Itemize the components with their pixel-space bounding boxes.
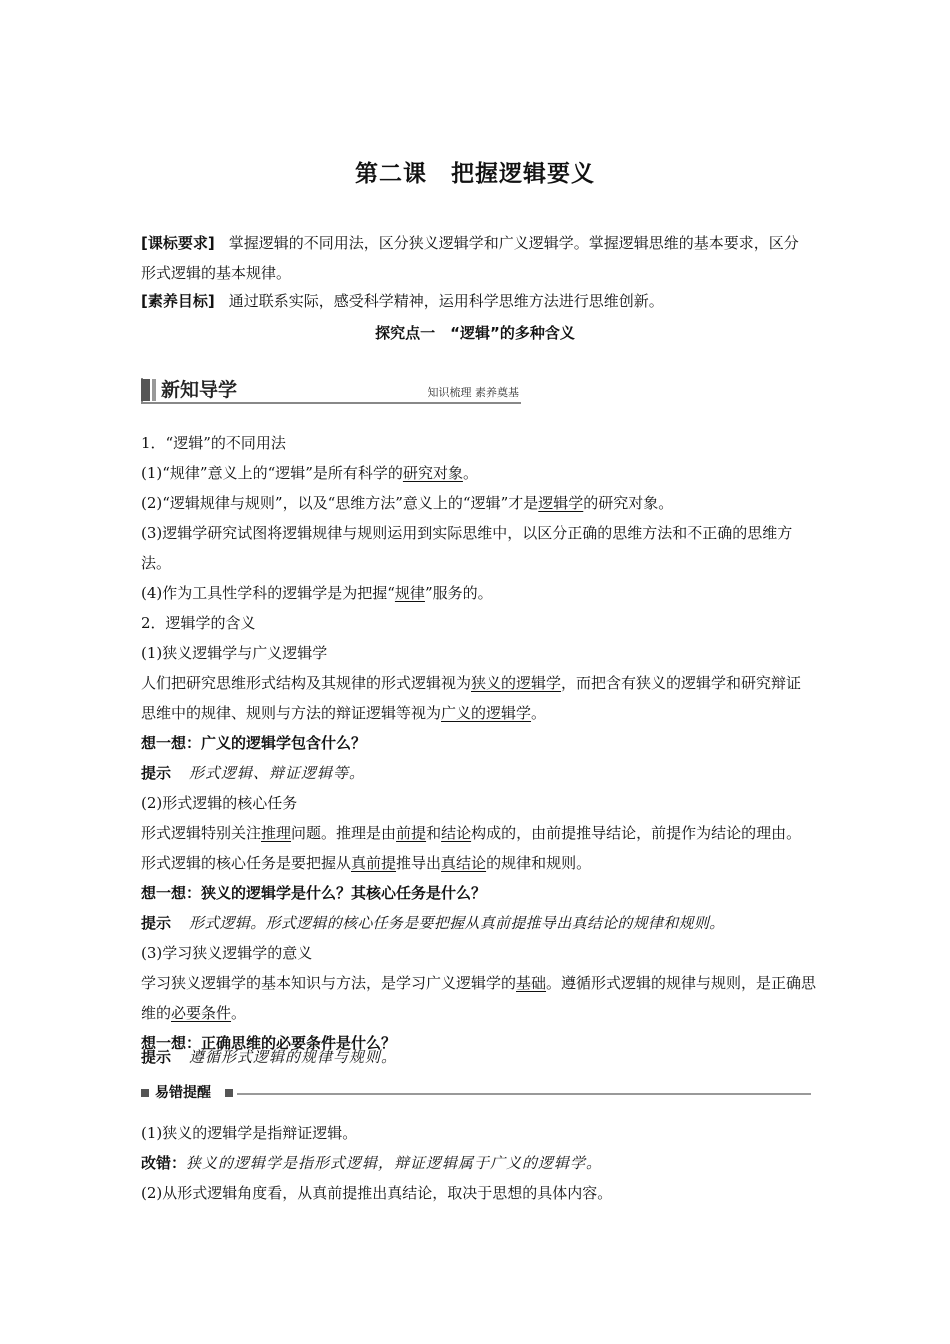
hint-1 bbox=[141, 758, 821, 788]
paragraph-1 bbox=[141, 458, 821, 488]
literacy-goal bbox=[141, 286, 813, 316]
literacy-tag: [素养目标] bbox=[141, 292, 215, 310]
text-span: ”服务的。 bbox=[424, 584, 493, 602]
text-span: 形式逻辑特别关注 bbox=[141, 824, 262, 842]
hint-text: 遵循形式逻辑的规律与规则。 bbox=[189, 1048, 398, 1066]
answer-blank: 规律 bbox=[394, 584, 425, 602]
banner-rule bbox=[141, 402, 521, 404]
answer-blank: 狭义的逻辑学 bbox=[471, 674, 562, 692]
hint-label: 提示 bbox=[141, 1048, 172, 1066]
text-span: (2)“逻辑规律与规则”，以及“思维方法”意义上的“逻辑”才是 bbox=[141, 494, 539, 512]
correction-label: 改错： bbox=[141, 1154, 187, 1172]
standard-tag: [课标要求] bbox=[141, 234, 215, 252]
subheading-3: (3)学习狭义逻辑学的意义 bbox=[141, 944, 313, 962]
question-2: 想一想：狭义的逻辑学是什么？其核心任务是什么？ bbox=[141, 884, 487, 902]
question-1: 想一想：广义的逻辑学包含什么？ bbox=[141, 734, 367, 752]
paragraph-s1 bbox=[141, 668, 813, 728]
answer-blank: 前提 bbox=[396, 824, 427, 842]
section-heading: 探究点一 “逻辑”的多种含义 bbox=[375, 324, 575, 342]
warning-rule bbox=[237, 1093, 811, 1095]
answer-blank: 真前提 bbox=[351, 854, 397, 872]
square-icon bbox=[225, 1089, 233, 1097]
answer-blank: 结论 bbox=[441, 824, 472, 842]
answer-blank: 推理 bbox=[261, 824, 292, 842]
question-3: 想一想：正确思维的必要条件是什么？ bbox=[141, 1034, 397, 1052]
banner-title: 新知导学 bbox=[161, 379, 238, 401]
text-span: 和 bbox=[426, 824, 442, 842]
banner-marker-icon bbox=[141, 379, 150, 401]
text-span: 构成的，由前提推导结论，前提作为结论的理由。形式逻辑的核心任务是要把握从 bbox=[141, 824, 802, 872]
text-span: 学习狭义逻辑学的基本知识与方法，是学习广义逻辑学的 bbox=[141, 974, 517, 992]
literacy-text: 通过联系实际，感受科学精神，运用科学思维方法进行思维创新。 bbox=[228, 292, 664, 310]
heading-2: 2．逻辑学的含义 bbox=[141, 614, 256, 632]
hint-text: 形式逻辑。形式逻辑的核心任务是要把握从真前提推导出真结论的规律和规则。 bbox=[189, 914, 725, 932]
standard-requirement bbox=[141, 228, 813, 288]
answer-blank: 必要条件 bbox=[171, 1004, 232, 1022]
hint-label: 提示 bbox=[141, 914, 172, 932]
warning-title: 易错提醒 bbox=[155, 1085, 211, 1101]
hint-2 bbox=[141, 908, 821, 938]
paragraph-s2 bbox=[141, 818, 813, 878]
answer-blank: 研究对象 bbox=[402, 464, 463, 482]
common-mistakes-bar bbox=[141, 1082, 811, 1106]
answer-blank: 逻辑学 bbox=[538, 494, 584, 512]
hint-3 bbox=[141, 1050, 821, 1064]
text-span: 推导出 bbox=[396, 854, 442, 872]
text-span: 。 bbox=[231, 1004, 247, 1022]
text-span: 人们把研究思维形式结构及其规律的形式逻辑视为 bbox=[141, 674, 472, 692]
paragraph-4 bbox=[141, 578, 821, 608]
mistake-2: (2)从形式逻辑角度看，从真前提推出真结论，取决于思想的具体内容。 bbox=[141, 1184, 613, 1202]
text-span: (4)作为工具性学科的逻辑学是为把握“ bbox=[141, 584, 395, 602]
square-icon bbox=[141, 1089, 149, 1097]
banner-marker-stripe bbox=[152, 379, 156, 401]
subheading-1: (1)狭义逻辑学与广义逻辑学 bbox=[141, 644, 328, 662]
text-span: 。遵循形式逻辑的规律与规则，是正确思维的 bbox=[141, 974, 817, 1022]
paragraph-s3 bbox=[141, 968, 831, 1028]
heading-1: 1．“逻辑”的不同用法 bbox=[141, 434, 286, 452]
standard-text: 掌握逻辑的不同用法，区分狭义逻辑学和广义逻辑学。掌握逻辑思维的基本要求，区分形式逻辑的基本规律。 bbox=[141, 234, 799, 282]
page-title: 第二课 把握逻辑要义 bbox=[355, 161, 595, 187]
text-span: (1)“规律”意义上的“逻辑”是所有科学的 bbox=[141, 464, 403, 482]
text-span: 的规律和规则。 bbox=[486, 854, 592, 872]
answer-blank: 基础 bbox=[516, 974, 547, 992]
new-knowledge-banner bbox=[141, 372, 521, 406]
correction-text: 狭义的逻辑学是指形式逻辑，辩证逻辑属于广义的逻辑学。 bbox=[186, 1154, 603, 1172]
text-span: 问题。推理是由 bbox=[291, 824, 397, 842]
subheading-2: (2)形式逻辑的核心任务 bbox=[141, 794, 298, 812]
hint-text: 形式逻辑、辩证逻辑等。 bbox=[189, 764, 366, 782]
paragraph-2 bbox=[141, 488, 821, 518]
text-span: 。 bbox=[462, 464, 478, 482]
text-span: 的研究对象。 bbox=[583, 494, 674, 512]
answer-blank: 真结论 bbox=[441, 854, 487, 872]
answer-blank: 广义的逻辑学 bbox=[441, 704, 532, 722]
banner-subtitle: 知识梳理 素养奠基 bbox=[427, 386, 519, 399]
paragraph-3: (3)逻辑学研究试图将逻辑规律与规则运用到实际思维中，以区分正确的思维方法和不正确的思维方法。 bbox=[141, 524, 793, 572]
hint-label: 提示 bbox=[141, 764, 172, 782]
text-span: 。 bbox=[531, 704, 547, 722]
text-span: ，而把含有狭义的逻辑学和研究辩证思维中的规律、规则与方法的辩证逻辑等视为 bbox=[141, 674, 802, 722]
mistake-1: (1)狭义的逻辑学是指辩证逻辑。 bbox=[141, 1124, 358, 1142]
correction-1 bbox=[141, 1148, 821, 1178]
